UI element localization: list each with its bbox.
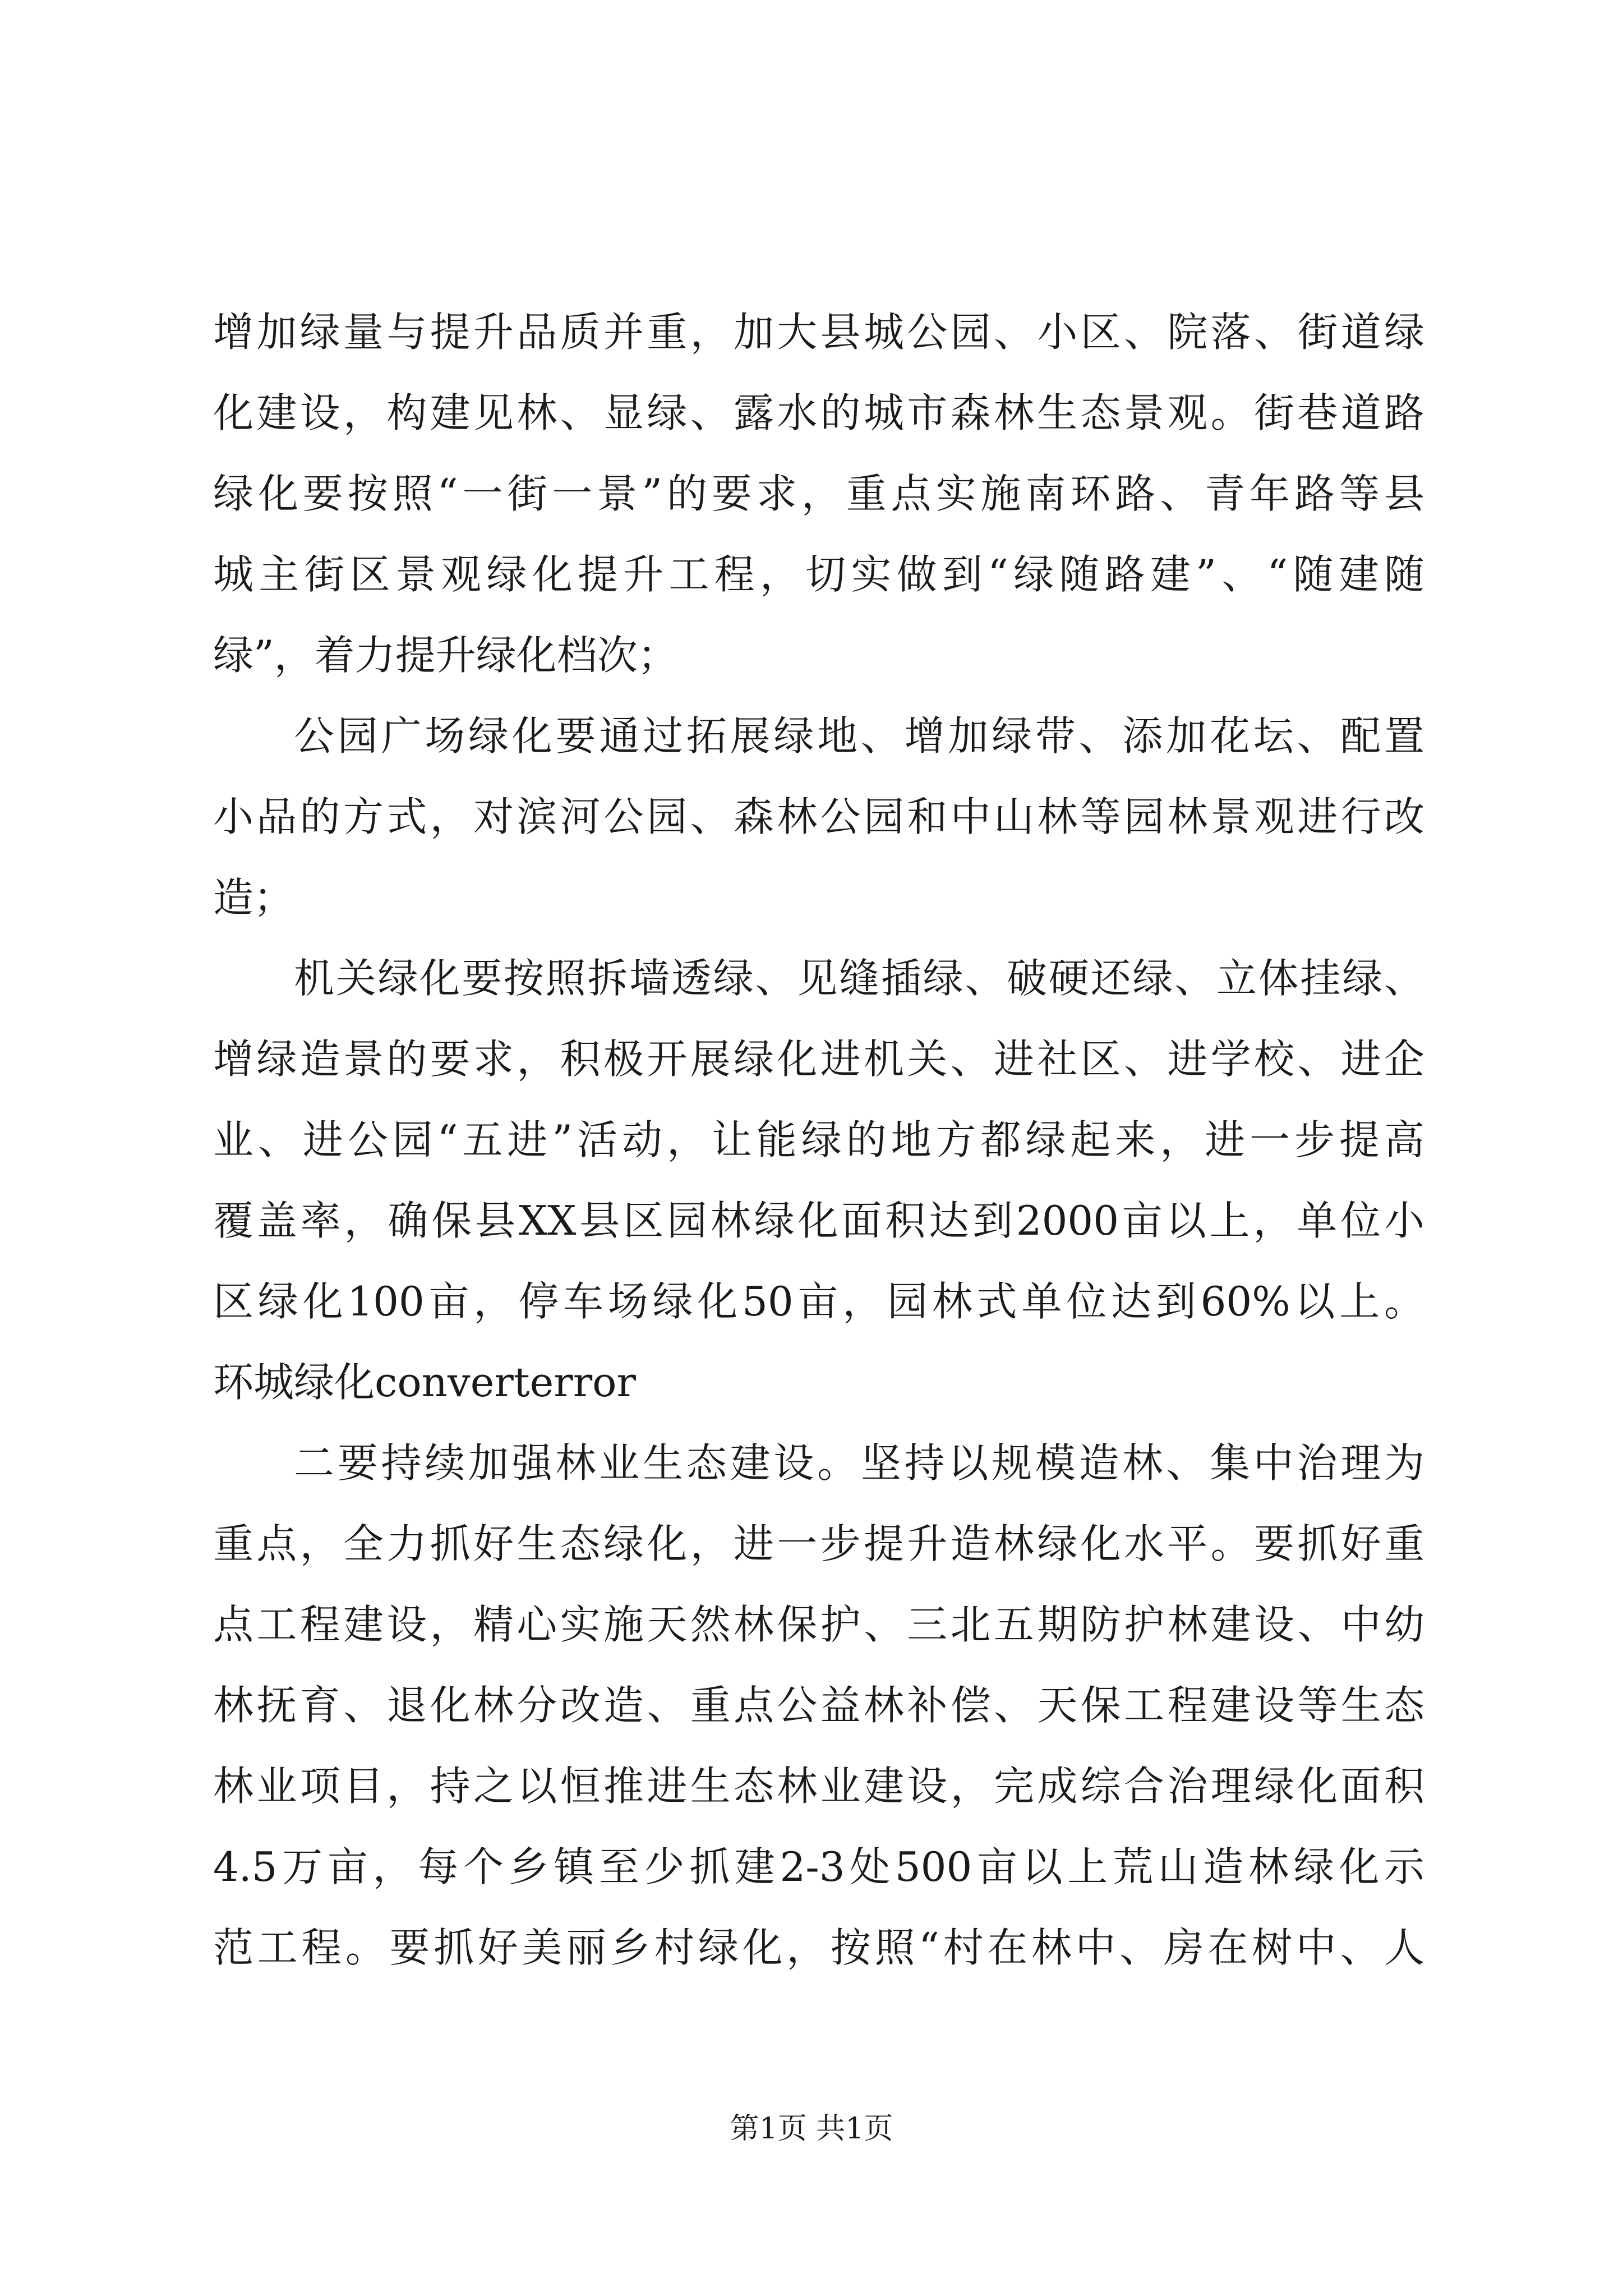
text-line: 化建设，构建见林、显绿、露水的城市森林生态景观。街巷道路 (213, 389, 1424, 436)
text-line: 小品的方式，对滨河公园、森林公园和中山林等园林景观进行改 (213, 793, 1424, 840)
page-footer (0, 2109, 1623, 2148)
text-line: 机关绿化要按照拆墙透绿、见缝插绿、破硬还绿、立体挂绿、 (294, 955, 1424, 1002)
text-line: 造； (213, 874, 294, 921)
text-line: 范工程。要抓好美丽乡村绿化，按照“村在林中、房在树中、人 (213, 1924, 1424, 1971)
text-line: 绿化要按照“一街一景”的要求，重点实施南环路、青年路等县 (213, 470, 1424, 517)
text-line: 二要持续加强林业生态建设。坚持以规模造林、集中治理为 (294, 1439, 1424, 1487)
text-line: 业、进公园“五进”活动，让能绿的地方都绿起来，进一步提高 (213, 1116, 1424, 1163)
text-line: 重点，全力抓好生态绿化，进一步提升造林绿化水平。要抓好重 (213, 1520, 1424, 1567)
text-line: 区绿化100亩，停车场绿化50亩，园林式单位达到60%以上。 (213, 1278, 1424, 1325)
document-body (213, 292, 1424, 1988)
page-number-label: 第1页 共1页 (730, 2112, 893, 2146)
text-line: 林抚育、退化林分改造、重点公益林补偿、天保工程建设等生态 (213, 1682, 1424, 1729)
text-line: 增绿造景的要求，积极开展绿化进机关、进社区、进学校、进企 (213, 1036, 1424, 1083)
text-line: 公园广场绿化要通过拓展绿地、增加绿带、添加花坛、配置 (294, 712, 1424, 760)
text-line: 城主街区景观绿化提升工程，切实做到“绿随路建”、“随建随 (213, 551, 1424, 598)
text-line: 林业项目，持之以恒推进生态林业建设，完成综合治理绿化面积 (213, 1763, 1424, 1810)
text-line: 点工程建设，精心实施天然林保护、三北五期防护林建设、中幼 (213, 1601, 1424, 1648)
text-line: 增加绿量与提升品质并重，加大县城公园、小区、院落、街道绿 (213, 309, 1424, 356)
text-line: 环城绿化converterror (213, 1359, 636, 1406)
text-line: 覆盖率，确保县XX县区园林绿化面积达到2000亩以上，单位小 (213, 1197, 1424, 1244)
text-line: 绿”，着力提升绿化档次； (213, 632, 678, 679)
text-line: 4.5万亩，每个乡镇至少抓建2-3处500亩以上荒山造林绿化示 (213, 1843, 1424, 1890)
